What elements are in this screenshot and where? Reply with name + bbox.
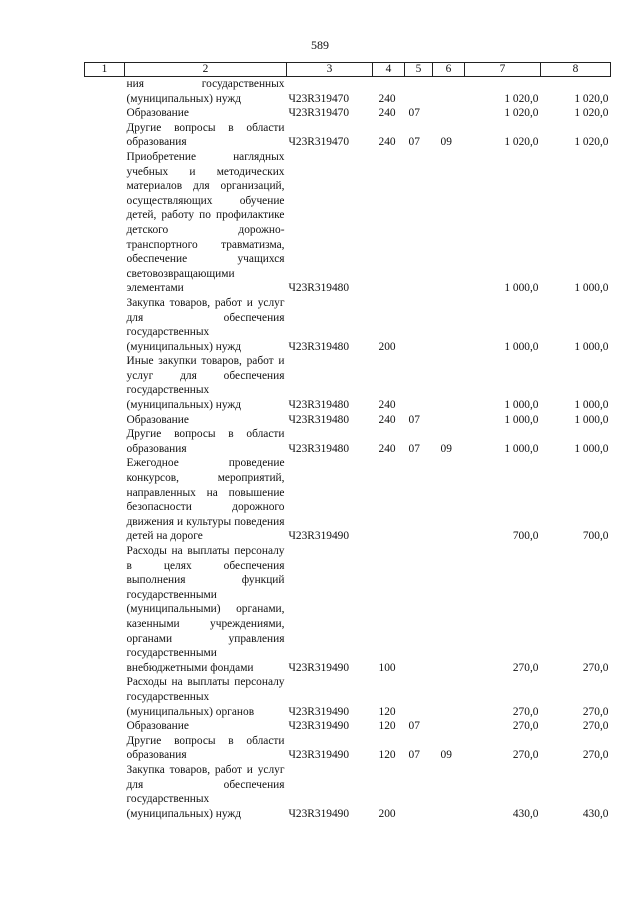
row-col-6 [433,675,465,719]
row-description: Расходы на выплаты персоналу в целях обеспечения выполнения функций государственными (муниципальными) органами, казенными учреждениями, органами управления государственными внебюджетными фондами [126,545,285,674]
row-col-7: 1 020,0 [504,92,539,105]
table-row [85,763,611,821]
row-col-5 [405,296,433,354]
row-col-5 [405,150,433,296]
table-row [85,77,611,107]
row-col-7: 270,0 [512,705,539,718]
row-description: Другие вопросы в области образования [126,734,285,762]
row-code: Ч23R319490 [288,530,350,543]
table-row [85,544,611,675]
row-description: Образование [126,413,189,426]
row-code: Ч23R319490 [288,749,350,762]
row-code: Ч23R319470 [288,107,350,120]
row-col-6 [433,150,465,296]
header-col-6: 6 [433,63,465,77]
row-col-8: 270,0 [582,720,609,733]
header-col-1: 1 [85,63,125,77]
table-header [85,63,611,77]
row-col-6 [433,544,465,675]
row-col-8: 1 020,0 [574,136,609,149]
row-col-8: 270,0 [582,661,609,674]
row-code: Ч23R319490 [288,720,350,733]
row-description: Иные закупки товаров, работ и услуг для обеспечения государственных (муниципальных) нужд [126,355,285,412]
row-col-6: 09 [440,442,452,455]
table-row [85,675,611,719]
row-description: Образование [126,720,189,733]
row-col-8: 1 020,0 [574,107,609,120]
row-col-4: 200 [378,807,396,820]
row-col-7: 270,0 [512,661,539,674]
table-row [85,413,611,428]
row-col-4 [373,456,405,544]
row-col-5 [405,763,433,821]
row-col-5 [405,675,433,719]
row-col-7: 1 000,0 [504,413,539,426]
row-code: Ч23R319480 [288,399,350,412]
table-row [85,427,611,456]
row-col-5: 07 [408,136,420,149]
row-code: Ч23R319480 [288,282,350,295]
row-col-7: 1 000,0 [504,340,539,353]
row-col-4: 240 [378,92,396,105]
row-col-4: 100 [378,661,396,674]
header-col-2: 2 [125,63,287,77]
row-col-6: 09 [440,749,452,762]
row-code: Ч23R319490 [288,807,350,820]
row-code: Ч23R319480 [288,442,350,455]
row-col-5: 07 [408,720,420,733]
table-row [85,719,611,734]
row-col-4 [373,150,405,296]
row-col-4: 200 [378,340,396,353]
row-col-8: 1 000,0 [574,340,609,353]
budget-table [84,62,611,821]
table-row [85,106,611,121]
row-description: ния государственных (муниципальных) нужд [126,78,285,105]
row-col-6 [433,354,465,412]
row-code: Ч23R319490 [288,705,350,718]
row-col-7: 430,0 [512,807,539,820]
row-col-4: 120 [378,705,396,718]
row-code: Ч23R319480 [288,413,350,426]
row-col-8: 270,0 [582,705,609,718]
page-number: 589 [311,38,329,52]
row-col-4: 240 [378,136,396,149]
row-description: Образование [126,107,189,120]
row-col-6 [433,456,465,544]
row-col-7: 270,0 [512,720,539,733]
row-col-8: 1 000,0 [574,399,609,412]
row-code: Ч23R319490 [288,661,350,674]
table-row [85,121,611,150]
row-description: Другие вопросы в области образования [126,121,285,149]
row-description: Приобретение наглядных учебных и методических материалов для организаций, осуществляющих обучение детей, работу по профилактике детского дорожно-транспортного травматизма, обеспечение учащихся световозвращающими элементами [126,150,285,295]
row-col-8: 1 000,0 [574,413,609,426]
header-col-5: 5 [405,63,433,77]
row-col-5: 07 [408,749,420,762]
row-col-5: 07 [408,413,420,426]
row-col-8: 1 000,0 [574,442,609,455]
row-code: Ч23R319470 [288,136,350,149]
row-code: Ч23R319480 [288,340,350,353]
row-col-8: 1 000,0 [574,282,609,295]
row-description: Закупка товаров, работ и услуг для обеспечения государственных (муниципальных) нужд [126,296,285,353]
row-col-5 [405,354,433,412]
row-description: Закупка товаров, работ и услуг для обеспечения государственных (муниципальных) нужд [126,763,285,820]
row-col-7: 1 000,0 [504,282,539,295]
row-col-5: 07 [408,107,420,120]
row-col-6 [433,77,465,107]
table-row [85,734,611,763]
row-col-5: 07 [408,442,420,455]
row-code: Ч23R319470 [288,92,350,105]
row-col-6 [433,719,465,734]
row-col-5 [405,456,433,544]
row-description: Расходы на выплаты персоналу государственных (муниципальных) органов [126,676,285,718]
header-col-7: 7 [465,63,541,77]
row-col-6 [433,763,465,821]
row-col-6 [433,413,465,428]
row-col-8: 700,0 [582,530,609,543]
row-col-5 [405,544,433,675]
row-col-7: 700,0 [512,530,539,543]
row-col-7: 1 020,0 [504,136,539,149]
row-col-8: 430,0 [582,807,609,820]
row-col-6 [433,296,465,354]
row-description: Другие вопросы в области образования [126,428,285,455]
row-col-6: 09 [440,136,452,149]
row-col-4: 240 [378,107,396,120]
table-row [85,150,611,296]
table-row [85,456,611,544]
row-col-6 [433,106,465,121]
row-col-4: 120 [378,720,396,733]
header-col-4: 4 [373,63,405,77]
row-col-5 [405,77,433,107]
row-col-7: 1 000,0 [504,442,539,455]
row-col-4: 240 [378,442,396,455]
row-col-7: 1 020,0 [504,107,539,120]
row-col-4: 240 [378,399,396,412]
row-description: Ежегодное проведение конкурсов, мероприятий, направленных на повышение безопасности дорожного движения и культуры поведения детей на дороге [126,457,285,543]
table-body [85,77,611,822]
header-col-8: 8 [541,63,611,77]
row-col-7: 1 000,0 [504,399,539,412]
table-row [85,354,611,412]
table-row [85,296,611,354]
header-row [85,63,611,77]
row-col-4: 120 [378,749,396,762]
row-col-7: 270,0 [512,749,539,762]
header-col-3: 3 [287,63,373,77]
row-col-8: 270,0 [582,749,609,762]
row-col-4: 240 [378,413,396,426]
row-col-8: 1 020,0 [574,92,609,105]
